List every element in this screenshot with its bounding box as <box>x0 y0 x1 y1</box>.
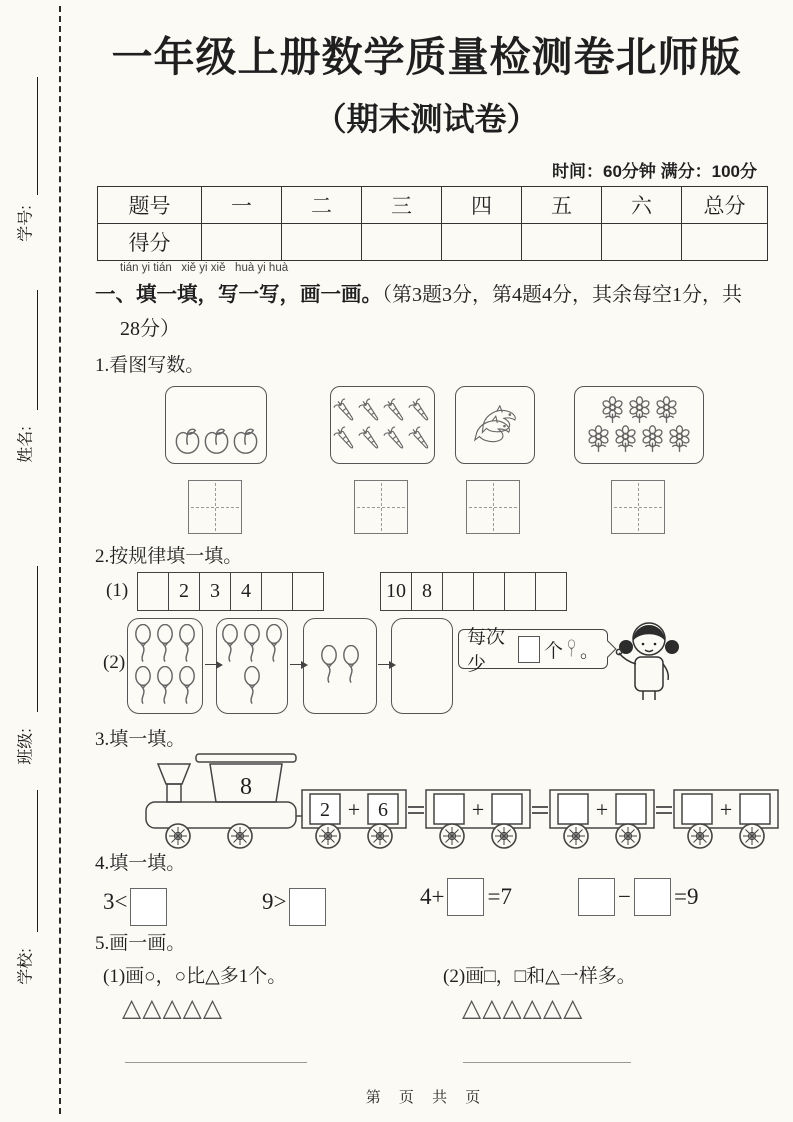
q1-picture-box-peaches <box>165 386 267 464</box>
strip-cell: 10 <box>381 573 412 610</box>
school-label: 学校: <box>17 948 35 985</box>
flower-icon <box>626 396 653 425</box>
carrot-group <box>331 387 434 463</box>
header-cell: 三 <box>362 187 442 224</box>
dolphin-group <box>456 387 534 463</box>
strip-cell: 8 <box>412 573 443 610</box>
flower-icon <box>599 396 626 425</box>
balloon-icon <box>177 666 197 708</box>
header-cell: 六 <box>602 187 682 224</box>
arrow-right-icon <box>205 664 216 665</box>
student-id-fill-line[interactable] <box>37 77 38 195</box>
train-answer-box[interactable] <box>740 794 770 824</box>
balloon-group <box>304 619 376 713</box>
balloon-icon <box>242 624 262 666</box>
pinyin-annotation: tián yi tián xiě yi xiě huà yi huà <box>120 262 289 274</box>
q1-writing-square[interactable] <box>188 480 242 534</box>
q4-answer-box[interactable] <box>130 888 167 926</box>
strip-cell: 2 <box>169 573 200 610</box>
equals-sign <box>532 807 548 813</box>
strip-cell[interactable] <box>536 573 566 610</box>
train-box-value: 6 <box>378 799 388 821</box>
page-title: 一年级上册数学质量检测卷北师版 <box>111 34 742 80</box>
strip-cell[interactable] <box>293 573 323 610</box>
strip-cell[interactable] <box>505 573 536 610</box>
flower-icon <box>612 425 639 454</box>
strip-cell: 3 <box>200 573 231 610</box>
header-cell: 四 <box>442 187 522 224</box>
balloon-icon <box>264 624 284 666</box>
engine-roof <box>196 754 296 762</box>
header-cell: 题号 <box>98 187 202 224</box>
q5-label: 5.画一画。 <box>95 933 186 954</box>
score-cell[interactable] <box>362 224 442 261</box>
strip-cell[interactable] <box>443 573 474 610</box>
score-cell[interactable] <box>282 224 362 261</box>
q5-part1-triangles: △△△△△ <box>122 995 224 1022</box>
q4-item-3 <box>420 878 512 916</box>
balloon-icon <box>177 624 197 666</box>
dolphin-icon <box>471 412 515 447</box>
train-illustration <box>140 750 780 850</box>
speech-bubble <box>458 627 608 675</box>
q4-item-4 <box>578 878 698 916</box>
class-label: 班级: <box>17 728 35 765</box>
header-cell: 总分 <box>682 187 768 224</box>
q1-picture-box-flowers <box>574 386 704 464</box>
name-label: 姓名: <box>17 426 35 463</box>
strip-cell: 4 <box>231 573 262 610</box>
peach-group <box>166 387 266 463</box>
train-answer-box[interactable] <box>492 794 522 824</box>
balloon-icon <box>155 624 175 666</box>
balloon-group <box>392 619 452 713</box>
flower-icon <box>653 396 680 425</box>
engine-number: 8 <box>240 774 252 800</box>
equals-sign <box>656 807 672 813</box>
peach-icon <box>231 427 260 456</box>
q4-expression: =7 <box>487 884 512 909</box>
q4-answer-box[interactable] <box>447 878 484 916</box>
section1-heading <box>95 277 767 307</box>
q2-part1-label: (1) <box>106 580 129 601</box>
header-cell: 一 <box>202 187 282 224</box>
q2-label: 2.按规律填一填。 <box>95 546 243 567</box>
section1-heading-note: （第3题3分，第4题4分，其余每空1分，共 <box>382 284 742 306</box>
balloon-icon <box>155 666 175 708</box>
balloon-box-1 <box>127 618 203 714</box>
q4-label: 4.填一填。 <box>95 853 186 874</box>
peach-icon <box>173 427 202 456</box>
q5-part2-text: (2)画□，□和△一样多。 <box>443 966 636 987</box>
balloon-box-3 <box>303 618 377 714</box>
score-row <box>98 224 768 261</box>
section1-heading-bold: 一、填一填，写一写，画一画。 <box>95 283 382 306</box>
train-answer-box[interactable] <box>682 794 712 824</box>
q1-writing-square[interactable] <box>466 480 520 534</box>
train-answer-box[interactable] <box>558 794 588 824</box>
section1-heading-note-line2: 28分） <box>120 318 180 340</box>
margin-dashed-line <box>59 6 61 1114</box>
q4-item-2 <box>262 878 326 926</box>
balloon-group <box>217 619 287 713</box>
q5-part2-answer-line[interactable] <box>463 1062 631 1063</box>
q5-part1-answer-line[interactable] <box>125 1062 307 1063</box>
flower-icon <box>666 425 693 454</box>
q1-writing-square[interactable] <box>611 480 665 534</box>
score-cell[interactable] <box>522 224 602 261</box>
score-cell[interactable] <box>602 224 682 261</box>
flower-group <box>575 387 703 463</box>
time-score-info: 时间：60分钟 满分：100分 <box>552 162 757 181</box>
bubble-answer-box[interactable] <box>518 636 540 663</box>
train-answer-box[interactable] <box>616 794 646 824</box>
balloon-icon <box>220 624 240 666</box>
score-table <box>97 186 768 261</box>
train-box-value: 2 <box>320 799 330 821</box>
balloon-icon <box>242 666 262 708</box>
engine-funnel <box>158 764 190 784</box>
flower-icon <box>585 425 612 454</box>
header-cell: 二 <box>282 187 362 224</box>
score-cell[interactable] <box>682 224 768 261</box>
flower-icon <box>639 425 666 454</box>
page-footer: 第 页 共 页 <box>365 1089 488 1106</box>
strip-cell[interactable] <box>138 573 169 610</box>
plus-sign: + <box>595 797 609 822</box>
balloon-icon <box>319 645 339 687</box>
student-id-label: 学号: <box>17 205 35 242</box>
q2-number-strip-1 <box>137 572 324 611</box>
bubble-period: 。 <box>579 640 599 662</box>
score-table-header-row <box>98 187 768 224</box>
balloon-icon <box>567 636 576 662</box>
strip-cell[interactable] <box>474 573 505 610</box>
strip-cell[interactable] <box>262 573 293 610</box>
q1-label: 1.看图写数。 <box>95 355 205 376</box>
q4-answer-box[interactable] <box>289 888 326 926</box>
school-fill-line[interactable] <box>37 790 38 932</box>
q4-expression: =9 <box>673 884 699 909</box>
plus-sign: + <box>471 797 485 822</box>
train-answer-box[interactable] <box>434 794 464 824</box>
q1-picture-box-dolphins <box>455 386 535 464</box>
page-subtitle: （期末测试卷） <box>314 101 539 137</box>
bubble-text-pre: 每次少 <box>467 627 506 675</box>
q2-number-strip-2 <box>380 572 567 611</box>
class-fill-line[interactable] <box>37 566 38 712</box>
girl-illustration <box>614 614 686 702</box>
q4-expression: − <box>618 884 631 909</box>
q1-picture-box-carrots <box>330 386 435 464</box>
q5-part1-text: (1)画○，○比△多1个。 <box>103 966 287 987</box>
balloon-icon <box>341 645 361 687</box>
header-cell: 五 <box>522 187 602 224</box>
q4-answer-box[interactable] <box>634 878 671 916</box>
q4-expression: 3< <box>103 889 128 914</box>
q3-label: 3.填一填。 <box>95 729 186 750</box>
plus-sign: + <box>719 797 733 822</box>
q1-writing-square[interactable] <box>354 480 408 534</box>
balloon-icon <box>133 666 153 708</box>
score-row-label: 得分 <box>98 224 202 261</box>
plus-sign: + <box>347 797 361 822</box>
q4-item-1 <box>103 878 167 926</box>
peach-icon <box>202 427 231 456</box>
balloon-box-2 <box>216 618 288 714</box>
arrow-right-icon <box>378 664 389 665</box>
balloon-box-4-answer[interactable] <box>391 618 453 714</box>
score-cell[interactable] <box>442 224 522 261</box>
q2-part2-label: (2) <box>103 652 126 673</box>
q4-answer-box[interactable] <box>578 878 615 916</box>
engine-body <box>146 802 296 828</box>
balloon-group <box>128 619 202 713</box>
score-cell[interactable] <box>202 224 282 261</box>
q4-expression: 9> <box>262 889 287 914</box>
bubble-text-post: 个 <box>543 640 563 662</box>
q5-part2-triangles: △△△△△△ <box>462 995 584 1022</box>
balloon-icon <box>133 624 153 666</box>
name-fill-line[interactable] <box>37 290 38 410</box>
carrot-icon <box>402 421 437 458</box>
arrow-right-icon <box>290 664 301 665</box>
equals-sign <box>408 807 424 813</box>
q4-expression: 4+ <box>420 884 445 909</box>
